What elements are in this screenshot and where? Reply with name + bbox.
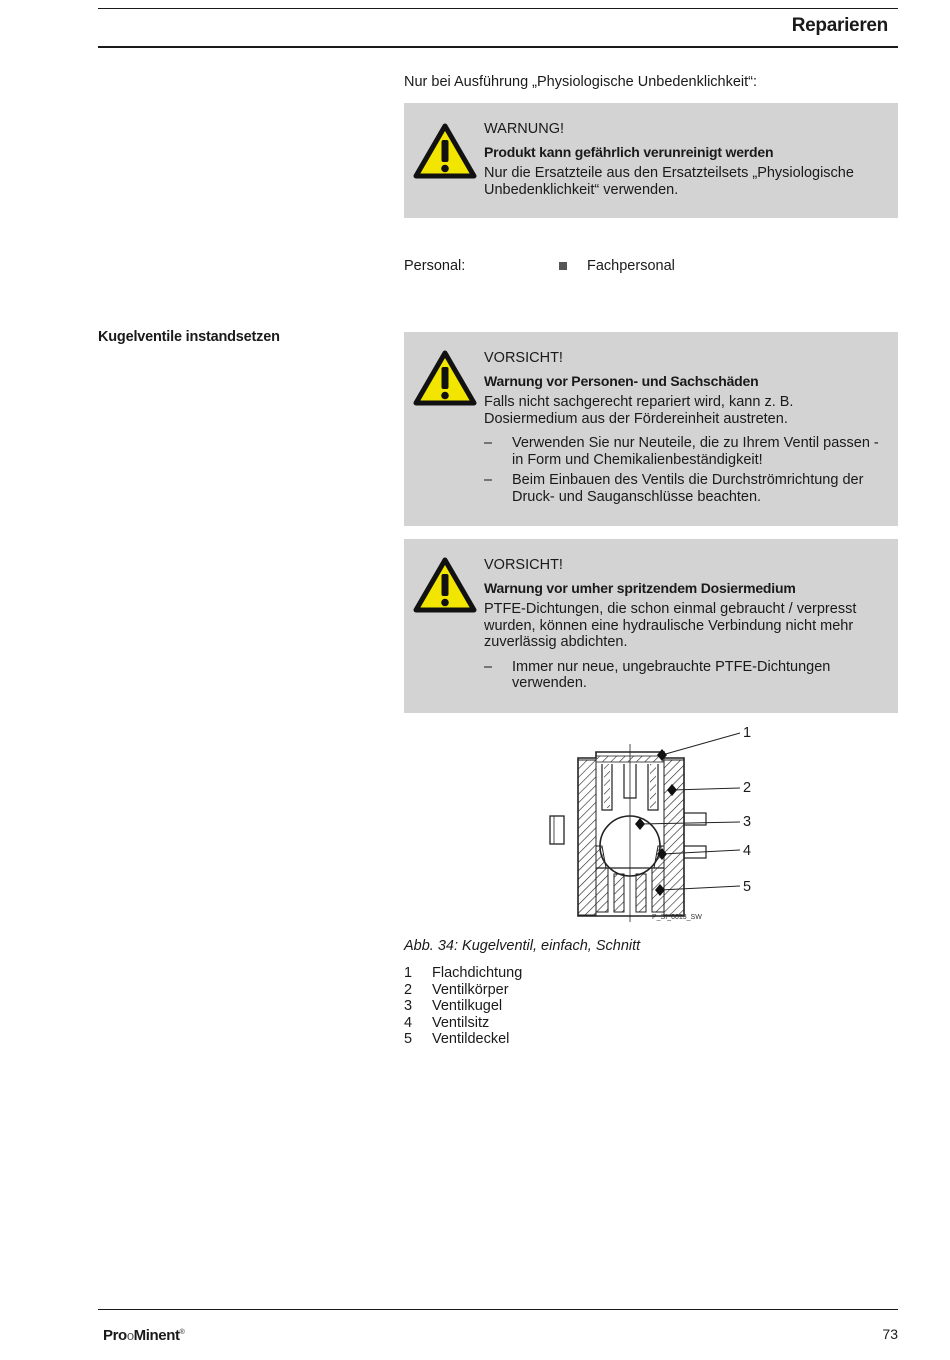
caution-text: Falls nicht sachgerecht repariert wird, kann z. B. Dosiermedium aus der Fördereinheit austreten. [484,394,794,427]
caution-subject: Warnung vor Personen- und Sachschäden [484,372,759,389]
warning-triangle-icon [413,350,477,406]
warning-triangle-icon [413,123,477,179]
caution-subject: Warnung vor umher spritzendem Dosiermedium [484,579,796,596]
legend-item: 3 Ventilkugel [404,998,503,1014]
caution-box-spraying-medium [404,539,898,713]
header-bottom-rule [98,46,898,48]
legend-item: 4 Ventilsitz [404,1014,490,1031]
warning-text: Nur die Ersatzteile aus den Ersatzteilsets „Physiologische Unbedenklichkeit“ verwenden. [484,165,854,198]
page-header-title: Reparieren [791,15,888,36]
warning-subject: Produkt kann gefährlich verunreinigt werden [484,143,774,160]
intro-text: Nur bei Ausführung „Physiologische Unbedenklichkeit“: [404,74,758,90]
legend-item: 2 Ventilkörper [404,981,509,998]
caution-box-personal-damage [404,332,898,526]
footer-rule [98,1309,898,1310]
warning-box [404,103,898,218]
legend-item: 5 Ventildeckel [404,1031,510,1047]
prominent-logo: ProoMinent® [103,1327,185,1344]
warning-signal-word: WARNUNG! [484,121,565,137]
figure-callout-3: 3 [743,814,752,830]
figure-callout-1: 1 [743,725,752,741]
legend-item: 1 Flachdichtung [404,965,523,981]
figure-callout-4: 4 [743,843,752,859]
caution-list-item: – Immer nur neue, ungebrauchte PTFE-Dichtungen verwenden. [484,658,831,691]
square-bullet-icon [559,262,567,270]
caution-list-item: – Beim Einbauen des Ventils die Durchströmrichtung der Druck- und Sauganschlüsse beachten. [484,472,864,505]
section-heading: Kugelventile instandsetzen [98,329,280,345]
warning-triangle-icon [413,557,477,613]
caution-signal-word: VORSICHT! [484,350,563,366]
caution-signal-word: VORSICHT! [484,557,563,573]
personnel-value: Fachpersonal [587,258,675,274]
drawing-id: P_SI_0013_SW [652,914,702,921]
figure-legend [404,965,522,1048]
figure-callout-5: 5 [743,879,752,895]
personnel-label: Personal: [404,258,466,274]
page-number: 73 [882,1326,898,1342]
caution-list-item: – Verwenden Sie nur Neuteile, die zu Ihrem Ventil passen - in Form und Chemikalienbeständigkeit! [484,435,879,468]
figure-caption: Abb. 34: Kugelventil, einfach, Schnitt [404,938,641,954]
figure-callout-2: 2 [743,780,752,796]
caution-text: PTFE-Dichtungen, die schon einmal gebraucht / verpresst wurden, können eine hydraulische Verbindung nicht mehr zuverlässig abdichten. [484,601,857,650]
header-top-rule [98,8,898,9]
ball-valve-section-drawing [540,722,760,928]
